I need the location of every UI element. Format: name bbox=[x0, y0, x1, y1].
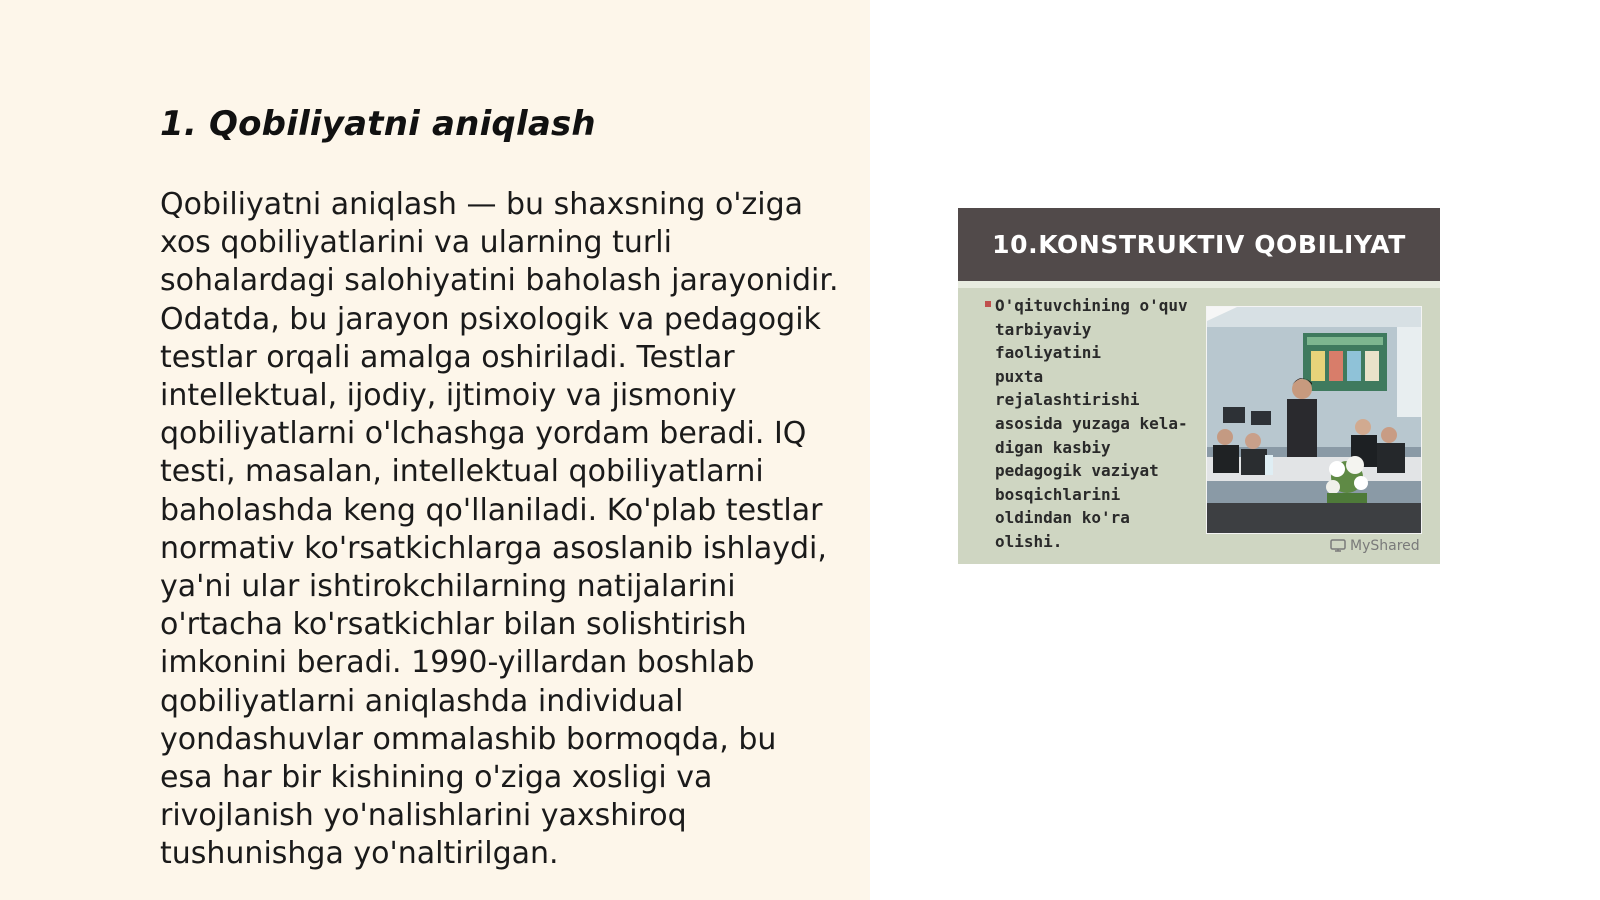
slide-heading: 1. Qobiliyatni aniqlash bbox=[160, 104, 596, 144]
bullet-line: oldindan ko'ra bbox=[995, 508, 1130, 528]
body-line: esa har bir kishining o'ziga xosligi va bbox=[160, 760, 713, 796]
bullet-line: asosida yuzaga kela- bbox=[995, 413, 1188, 433]
embedded-slide-image bbox=[958, 208, 1440, 564]
embedded-slide-divider bbox=[958, 281, 1440, 288]
body-line: ya'ni ular ishtirokchilarning natijalarini bbox=[160, 569, 736, 605]
body-line: imkonini beradi. 1990-yillardan boshlab bbox=[160, 645, 755, 681]
body-line: Qobiliyatni aniqlash — bu shaxsning o'ziga bbox=[160, 187, 804, 222]
bullet-line: olishi. bbox=[995, 531, 1063, 551]
classroom-photo-illustration bbox=[1207, 307, 1421, 533]
body-line: tushunishga yo'naltirilgan. bbox=[160, 836, 559, 872]
embedded-slide-title: 10.KONSTRUKTIV QOBILIYAT bbox=[992, 230, 1406, 259]
body-line: Odatda, bu jarayon psixologik va pedagogik bbox=[160, 301, 821, 337]
body-line: xos qobiliyatlarini va ularning turli bbox=[160, 225, 672, 261]
bullet-line: O'qituvchining o'quv bbox=[995, 296, 1188, 315]
embedded-slide-content bbox=[958, 288, 1440, 564]
body-line: o'rtacha ko'rsatkichlar bilan solishtirish bbox=[160, 607, 747, 643]
body-line: testi, masalan, intellektual qobiliyatlarni bbox=[160, 454, 764, 490]
body-line: intellektual, ijodiy, ijtimoiy va jismoniy bbox=[160, 378, 737, 414]
body-line: yondashuvlar ommalashib bormoqda, bu bbox=[160, 721, 777, 757]
body-line: sohalardagi salohiyatini baholash jarayonidir. bbox=[160, 263, 839, 299]
classroom-photo bbox=[1206, 306, 1422, 534]
bullet-line: puxta rejalashtirishi bbox=[995, 366, 1140, 410]
body-line: rivojlanish yo'nalishlarini yaxshiroq bbox=[160, 798, 687, 834]
embedded-bullet-text bbox=[995, 294, 1195, 554]
embedded-slide-header bbox=[958, 208, 1440, 281]
body-line: qobiliyatlarni o'lchashga yordam beradi. IQ bbox=[160, 416, 807, 452]
watermark-text: MyShared bbox=[1350, 538, 1420, 554]
body-line: testlar orqali amalga oshiriladi. Testlar bbox=[160, 339, 735, 375]
bullet-line: digan kasbiy bbox=[995, 437, 1111, 457]
body-line: baholashda keng qo'llaniladi. Ko'plab testlar bbox=[160, 492, 823, 528]
bullet-line: tarbiyaviy faoliyatini bbox=[995, 319, 1101, 363]
body-paragraph bbox=[160, 186, 850, 874]
myshared-logo-icon bbox=[1330, 539, 1346, 553]
bullet-line: pedagogik vaziyat bbox=[995, 461, 1159, 481]
bullet-line: bosqichlarini bbox=[995, 484, 1121, 504]
bullet-icon bbox=[985, 301, 991, 307]
body-line: normativ ko'rsatkichlarga asoslanib ishlaydi, bbox=[160, 530, 827, 566]
body-line: qobiliyatlarni aniqlashda individual bbox=[160, 683, 684, 719]
myshared-watermark bbox=[1330, 538, 1420, 554]
